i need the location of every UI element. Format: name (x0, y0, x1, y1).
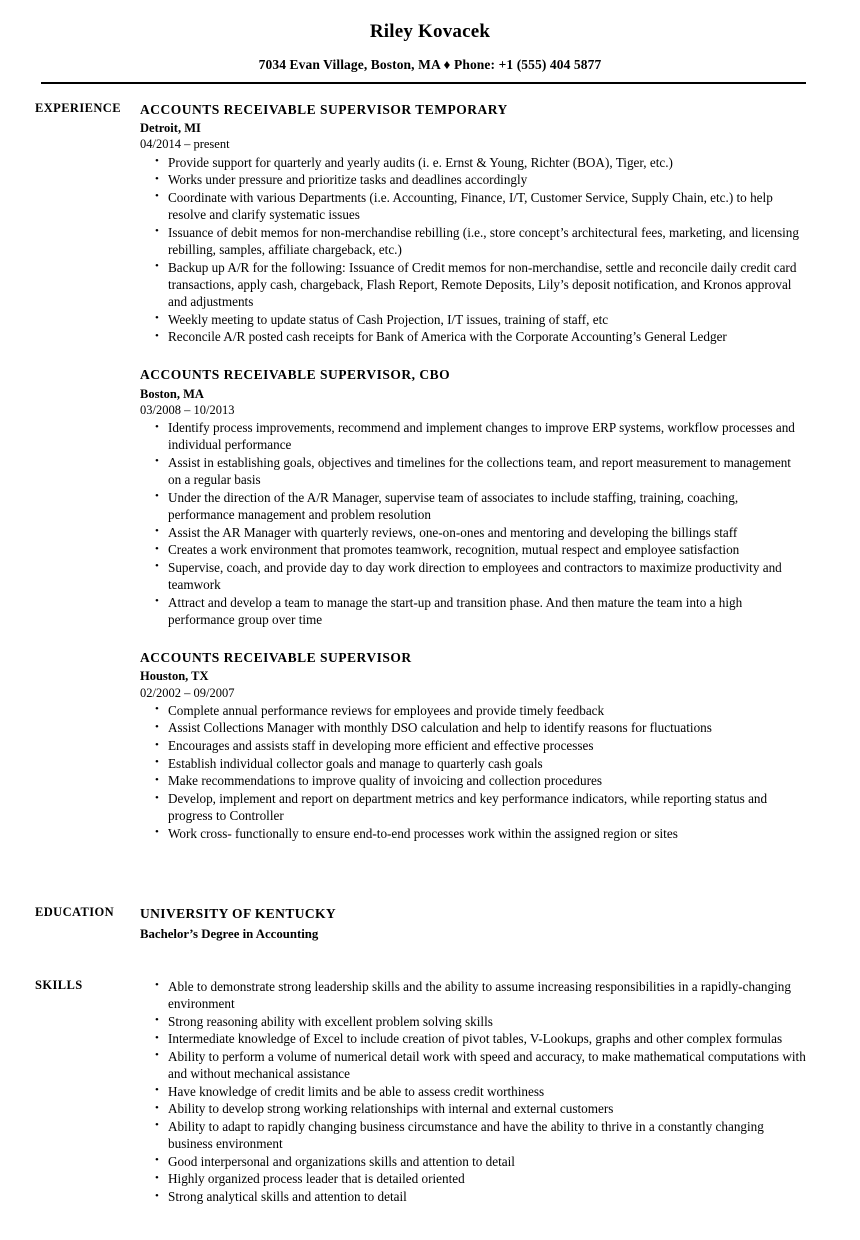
job-title: ACCOUNTS RECEIVABLE SUPERVISOR (140, 650, 412, 666)
skill-bullet: • Ability to develop strong working relationships with internal and external customers (140, 1100, 806, 1117)
experience-list (140, 101, 860, 843)
skill-bullet: • Strong reasoning ability with excellent problem solving skills (140, 1013, 806, 1030)
candidate-name: Riley Kovacek (369, 21, 491, 42)
job-bullet: • Attract and develop a team to manage the start-up and transition phase. And then mature the team into a high performance group over time (140, 594, 806, 628)
job-bullet: • Issuance of debit memos for non-merchandise rebilling (i.e., store concept’s architectural fees, marketing, and licensing rebilling, samples, affiliate chargeback, etc.) (140, 224, 806, 258)
header-divider (41, 82, 806, 84)
skill-bullet: • Have knowledge of credit limits and be able to assess credit worthiness (140, 1083, 806, 1100)
job-bullet: • Identify process improvements, recommend and implement changes to improve ERP systems, workflow processes and individual performance (140, 419, 806, 453)
job-title: ACCOUNTS RECEIVABLE SUPERVISOR, CBO (140, 367, 451, 383)
job-bullet: • Creates a work environment that promotes teamwork, recognition, mutual respect and employee satisfaction (140, 541, 806, 558)
job-bullet: • Complete annual performance reviews for employees and provide timely feedback (140, 702, 806, 719)
skill-bullet: • Ability to adapt to rapidly changing business circumstance and have the ability to thrive in a constantly changing business environment (140, 1118, 806, 1152)
skills-bullet-list (140, 978, 806, 1206)
resume-header (0, 0, 860, 84)
job-bullet-list (140, 702, 806, 842)
contact-line: 7034 Evan Village, Boston, MA ♦ Phone: +1 (555) 404 5877 (258, 56, 602, 72)
job-bullet: • Coordinate with various Departments (i.e. Accounting, Finance, I/T, Customer Service, Supply Chain, etc.) to help resolve and clarify systematic issues (140, 189, 806, 223)
section-label-experience: EXPERIENCE (35, 100, 121, 115)
job-bullet: • Supervise, coach, and provide day to day work direction to employees and contractors to maximize productivity and teamwork (140, 559, 806, 593)
job-dates: 03/2008 – 10/2013 (140, 402, 235, 417)
skills-body (140, 977, 860, 1206)
education-school: UNIVERSITY OF KENTUCKY (140, 905, 337, 921)
job-location: Houston, TX (140, 669, 209, 684)
job-bullet: • Reconcile A/R posted cash receipts for Bank of America with the Corporate Accounting’s General Ledger (140, 328, 806, 345)
job-bullet-list (140, 154, 806, 346)
experience-entry (140, 366, 806, 628)
experience-entry (140, 649, 806, 842)
job-bullet: • Under the direction of the A/R Manager, supervise team of associates to include staffing, training, coaching, performance management and problem resolution (140, 489, 806, 523)
job-dates: 02/2002 – 09/2007 (140, 685, 235, 700)
skill-bullet: • Good interpersonal and organizations skills and attention to detail (140, 1153, 806, 1170)
job-bullet: • Backup up A/R for the following: Issuance of Credit memos for non-merchandise, settle and reconcile daily credit card transactions, apply cash, chargeback, Flash Report, Remote Deposits, Lily’s deposit notification, and Kronos approval and adjustments (140, 259, 806, 310)
experience-section (0, 101, 860, 843)
section-label-skills: SKILLS (35, 977, 83, 992)
skill-bullet: • Highly organized process leader that is detailed oriented (140, 1170, 806, 1187)
section-label-education: EDUCATION (35, 904, 115, 919)
skill-bullet: • Intermediate knowledge of Excel to include creation of pivot tables, V-Lookups, graphs and other complex formulas (140, 1030, 806, 1047)
job-bullet-list (140, 419, 806, 628)
job-bullet: • Assist in establishing goals, objectives and timelines for the collections team, and report measurement to management on a regular basis (140, 454, 806, 488)
job-bullet: • Assist the AR Manager with quarterly reviews, one-on-ones and mentoring and developing the billings staff (140, 524, 806, 541)
experience-entry (140, 101, 806, 345)
job-location: Detroit, MI (140, 121, 201, 136)
job-bullet: • Encourages and assists staff in developing more efficient and effective processes (140, 737, 806, 754)
job-bullet: • Establish individual collector goals and manage to quarterly cash goals (140, 755, 806, 772)
job-bullet: • Make recommendations to improve quality of invoicing and collection procedures (140, 772, 806, 789)
education-body (140, 905, 860, 943)
job-bullet: • Work cross- functionally to ensure end-to-end processes work within the assigned region or sites (140, 825, 806, 842)
skill-bullet: • Strong analytical skills and attention to detail (140, 1188, 806, 1205)
job-title: ACCOUNTS RECEIVABLE SUPERVISOR TEMPORARY (140, 101, 508, 117)
job-bullet: • Weekly meeting to update status of Cash Projection, I/T issues, training of staff, etc (140, 311, 806, 328)
job-dates: 04/2014 – present (140, 137, 230, 152)
job-bullet: • Develop, implement and report on department metrics and key performance indicators, while reporting status and progress to Controller (140, 790, 806, 824)
job-bullet: • Provide support for quarterly and yearly audits (i. e. Ernst & Young, Richter (BOA), Tiger, etc.) (140, 154, 806, 171)
skill-bullet: • Ability to perform a volume of numerical detail work with speed and accuracy, to make mathematical computations with and without mechanical assistance (140, 1048, 806, 1082)
education-section (0, 905, 860, 943)
skills-section (0, 977, 860, 1206)
job-bullet: • Assist Collections Manager with monthly DSO calculation and help to identify reasons for fluctuations (140, 719, 806, 736)
job-location: Boston, MA (140, 386, 204, 401)
education-degree: Bachelor’s Degree in Accounting (140, 927, 319, 942)
job-bullet: • Works under pressure and prioritize tasks and deadlines accordingly (140, 171, 806, 188)
skill-bullet: • Able to demonstrate strong leadership skills and the ability to assume increasing responsibilities in a rapidly-changing environment (140, 978, 806, 1012)
